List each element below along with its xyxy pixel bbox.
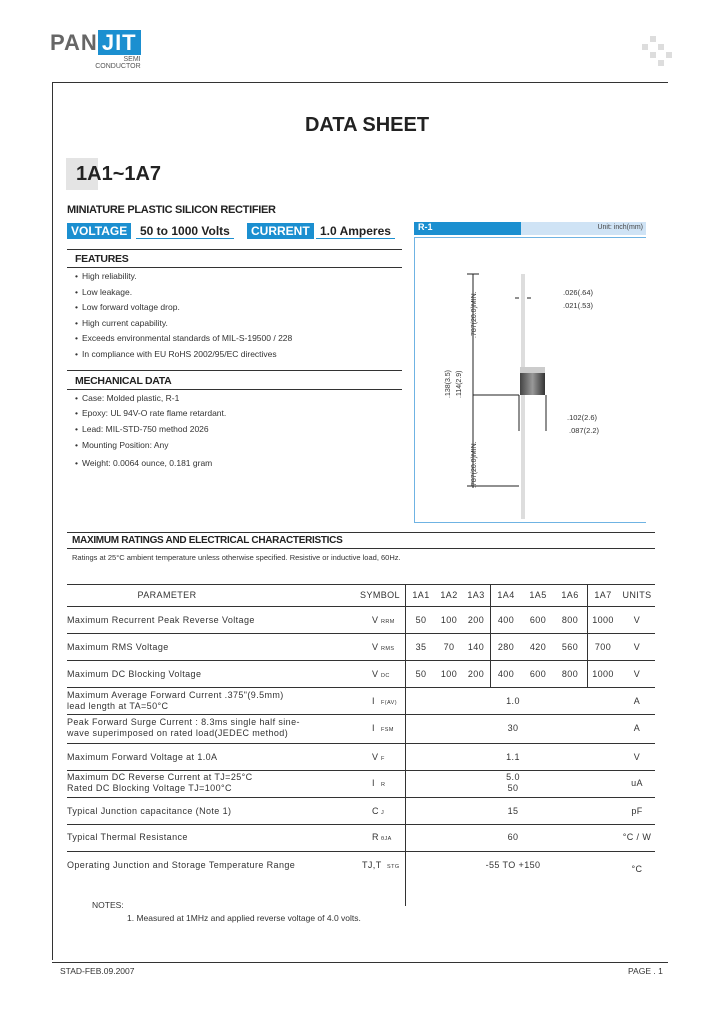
subtitle: MINIATURE PLASTIC SILICON RECTIFIER [67, 204, 276, 216]
table-rule [67, 584, 655, 585]
value-cell: 50 [415, 615, 427, 625]
value-cell: 100 [440, 669, 458, 679]
dim-body-length-max: .138(3.5) [445, 369, 452, 398]
symbol-subscript: θJA [381, 836, 392, 842]
column-divider [405, 584, 406, 906]
logo-sub2: CONDUCTOR [95, 63, 141, 70]
header-1a4: 1A4 [497, 590, 515, 600]
value-all: 1.0 [506, 696, 520, 706]
unit: °C / W [622, 832, 652, 842]
features-title: FEATURES [75, 253, 129, 265]
unit: °C [631, 864, 643, 874]
divider [67, 389, 402, 390]
unit: pF [631, 806, 643, 816]
parameter-name: Maximum RMS Voltage [67, 642, 169, 652]
bullet-icon: • [75, 317, 78, 328]
feature-item: Low leakage. [82, 286, 133, 297]
symbol: I [372, 696, 375, 706]
value-cell: 1000 [592, 669, 614, 679]
feature-item: Exceeds environmental standards of MIL-S-19500 / 228 [82, 333, 293, 343]
header-1a1: 1A1 [412, 590, 430, 600]
symbol-subscript: RRM [381, 619, 395, 625]
divider [67, 370, 402, 371]
value-cell: 800 [561, 669, 579, 679]
current-value: 1.0 Amperes [316, 223, 395, 239]
unit: V [633, 642, 641, 652]
bullet-icon: • [75, 271, 78, 281]
bullet-icon: • [75, 440, 78, 450]
dim-body-min: .087(2.2) [569, 426, 600, 435]
unit: A [633, 696, 641, 706]
column-divider [587, 584, 588, 687]
symbol-subscript: STG [387, 864, 400, 870]
header-1a3: 1A3 [467, 590, 485, 600]
header-parameter: PARAMETER [137, 590, 197, 600]
value-cell: 420 [529, 642, 547, 652]
mechanical-item: Mounting Position: Any [82, 440, 169, 450]
feature-item: In compliance with EU RoHS 2002/95/EC directives [82, 348, 277, 359]
bullet-icon: • [75, 393, 78, 403]
table-rule [67, 797, 655, 798]
dim-body-length-min: .114(2.9) [456, 370, 463, 398]
dim-lead-length-top: .787(20.0)MIN. [471, 291, 478, 338]
value-all-2: 50 [507, 783, 519, 793]
value-cell: 400 [497, 615, 515, 625]
dim-body-max: .102(2.6) [567, 413, 598, 422]
parameter-name: Maximum Average Forward Current .375"(9.5mm) [67, 690, 284, 700]
value-all: 15 [507, 806, 519, 816]
unit: A [633, 723, 641, 733]
feature-item: High current capability. [82, 317, 168, 328]
bullet-icon: • [75, 408, 78, 418]
logo-jit: JIT [98, 30, 141, 55]
header-symbol: SYMBOL [360, 590, 400, 600]
symbol: V [372, 615, 379, 625]
header-1a2: 1A2 [440, 590, 458, 600]
value-cell: 600 [529, 615, 547, 625]
package-unit: Unit: inch(mm) [521, 222, 646, 235]
value-cell: 140 [467, 642, 485, 652]
value-cell: 700 [594, 642, 612, 652]
column-divider [490, 584, 491, 687]
value-cell: 200 [467, 615, 485, 625]
table-rule [67, 606, 655, 607]
parameter-name: Maximum DC Blocking Voltage [67, 669, 202, 679]
symbol: V [372, 642, 379, 652]
voltage-value: 50 to 1000 Volts [136, 223, 234, 239]
table-rule [67, 824, 655, 825]
ratings-title: MAXIMUM RATINGS AND ELECTRICAL CHARACTERISTICS [72, 535, 343, 546]
notes-title: NOTES: [92, 900, 124, 910]
divider [67, 267, 402, 268]
dim-lead-min: .021(.53) [563, 301, 594, 310]
value-all: 5.0 [506, 772, 520, 782]
value-cell: 400 [497, 669, 515, 679]
value-cell: 50 [415, 669, 427, 679]
table-rule [67, 687, 655, 688]
bullet-icon: • [75, 333, 78, 343]
symbol: TJ,T [362, 860, 382, 870]
table-rule [67, 714, 655, 715]
unit: uA [631, 778, 643, 788]
symbol-subscript: R [381, 782, 386, 788]
logo [50, 30, 141, 70]
value-all: 30 [507, 723, 519, 733]
symbol: R [372, 832, 379, 842]
header-1a6: 1A6 [561, 590, 579, 600]
table-rule [67, 660, 655, 661]
mechanical-item: Weight: 0.0064 ounce, 0.181 gram [82, 458, 213, 468]
header-1a5: 1A5 [529, 590, 547, 600]
symbol-subscript: RMS [381, 646, 395, 652]
note-1: 1. Measured at 1MHz and applied reverse voltage of 4.0 volts. [127, 913, 361, 923]
current-label: CURRENT [247, 223, 314, 239]
header-units: UNITS [622, 590, 652, 600]
unit: V [633, 669, 641, 679]
value-cell: 200 [467, 669, 485, 679]
bullet-icon: • [75, 424, 78, 434]
symbol: C [372, 806, 379, 816]
parameter-name: Operating Junction and Storage Temperature Range [67, 860, 296, 870]
symbol-subscript: J [381, 810, 385, 816]
footer-page: PAGE . 1 [628, 966, 663, 976]
divider [67, 532, 655, 533]
package-drawing [414, 237, 646, 523]
value-all: 60 [507, 832, 519, 842]
symbol: I [372, 723, 375, 733]
value-cell: 280 [497, 642, 515, 652]
divider [67, 249, 402, 250]
symbol-subscript: FSM [381, 727, 394, 733]
mechanical-title: MECHANICAL DATA [75, 375, 172, 387]
logo-sub1: SEMI [123, 56, 141, 63]
symbol: V [372, 669, 379, 679]
value-cell: 800 [561, 615, 579, 625]
value-all: 1.1 [506, 752, 520, 762]
symbol: I [372, 778, 375, 788]
bullet-icon: • [75, 302, 78, 312]
mechanical-item: Epoxy: UL 94V-O rate flame retardant. [82, 408, 227, 418]
frame-left [52, 82, 53, 960]
value-cell: 600 [529, 669, 547, 679]
dim-lead-max: .026(.64) [563, 288, 594, 297]
footer-left: STAD-FEB.09.2007 [60, 966, 135, 976]
value-cell: 100 [440, 615, 458, 625]
package-name: R-1 [414, 222, 521, 235]
page-title: DATA SHEET [304, 114, 430, 136]
mechanical-item: Case: Molded plastic, R-1 [82, 393, 180, 403]
bullet-icon: • [75, 458, 78, 468]
parameter-name: Maximum Recurrent Peak Reverse Voltage [67, 615, 255, 625]
table-rule [67, 851, 655, 852]
table-rule [67, 770, 655, 771]
bullet-icon: • [75, 348, 78, 359]
parameter-name-2: wave superimposed on rated load(JEDEC method) [67, 728, 289, 738]
symbol-subscript: F [381, 756, 385, 762]
table-rule [67, 633, 655, 634]
parameter-name: Typical Thermal Resistance [67, 832, 188, 842]
ratings-note: Ratings at 25°C ambient temperature unless otherwise specified. Resistive or inductive load, 60Hz. [72, 553, 401, 562]
divider [67, 548, 655, 549]
value-cell: 70 [443, 642, 455, 652]
parameter-name-2: lead length at TA=50°C [67, 701, 169, 711]
header-1a7: 1A7 [594, 590, 612, 600]
frame-top [52, 82, 668, 83]
feature-item: High reliability. [82, 271, 137, 281]
table-rule [67, 743, 655, 744]
feature-item: Low forward voltage drop. [82, 302, 180, 312]
parameter-name: Maximum Forward Voltage at 1.0A [67, 752, 218, 762]
voltage-label: VOLTAGE [67, 223, 131, 239]
symbol: V [372, 752, 379, 762]
parameter-name: Maximum DC Reverse Current at TJ=25°C [67, 772, 253, 782]
symbol-subscript: DC [381, 673, 390, 679]
logo-pan: PAN [50, 30, 98, 55]
part-number: 1A1~1A7 [76, 163, 162, 185]
unit: V [633, 615, 641, 625]
symbol-subscript: F(AV) [381, 700, 397, 706]
parameter-name: Peak Forward Surge Current : 8.3ms single half sine- [67, 717, 300, 727]
unit: V [633, 752, 641, 762]
bullet-icon: • [75, 286, 78, 297]
parameter-name-2: Rated DC Blocking Voltage TJ=100°C [67, 783, 232, 793]
value-cell: 35 [415, 642, 427, 652]
parameter-name: Typical Junction capacitance (Note 1) [67, 806, 232, 816]
value-cell: 1000 [592, 615, 614, 625]
value-cell: 560 [561, 642, 579, 652]
value-all: -55 TO +150 [485, 860, 541, 870]
mechanical-item: Lead: MIL-STD-750 method 2026 [82, 424, 209, 434]
footer-line [52, 962, 668, 963]
dim-lead-length-bottom: .787(20.0)MIN. [471, 441, 478, 488]
